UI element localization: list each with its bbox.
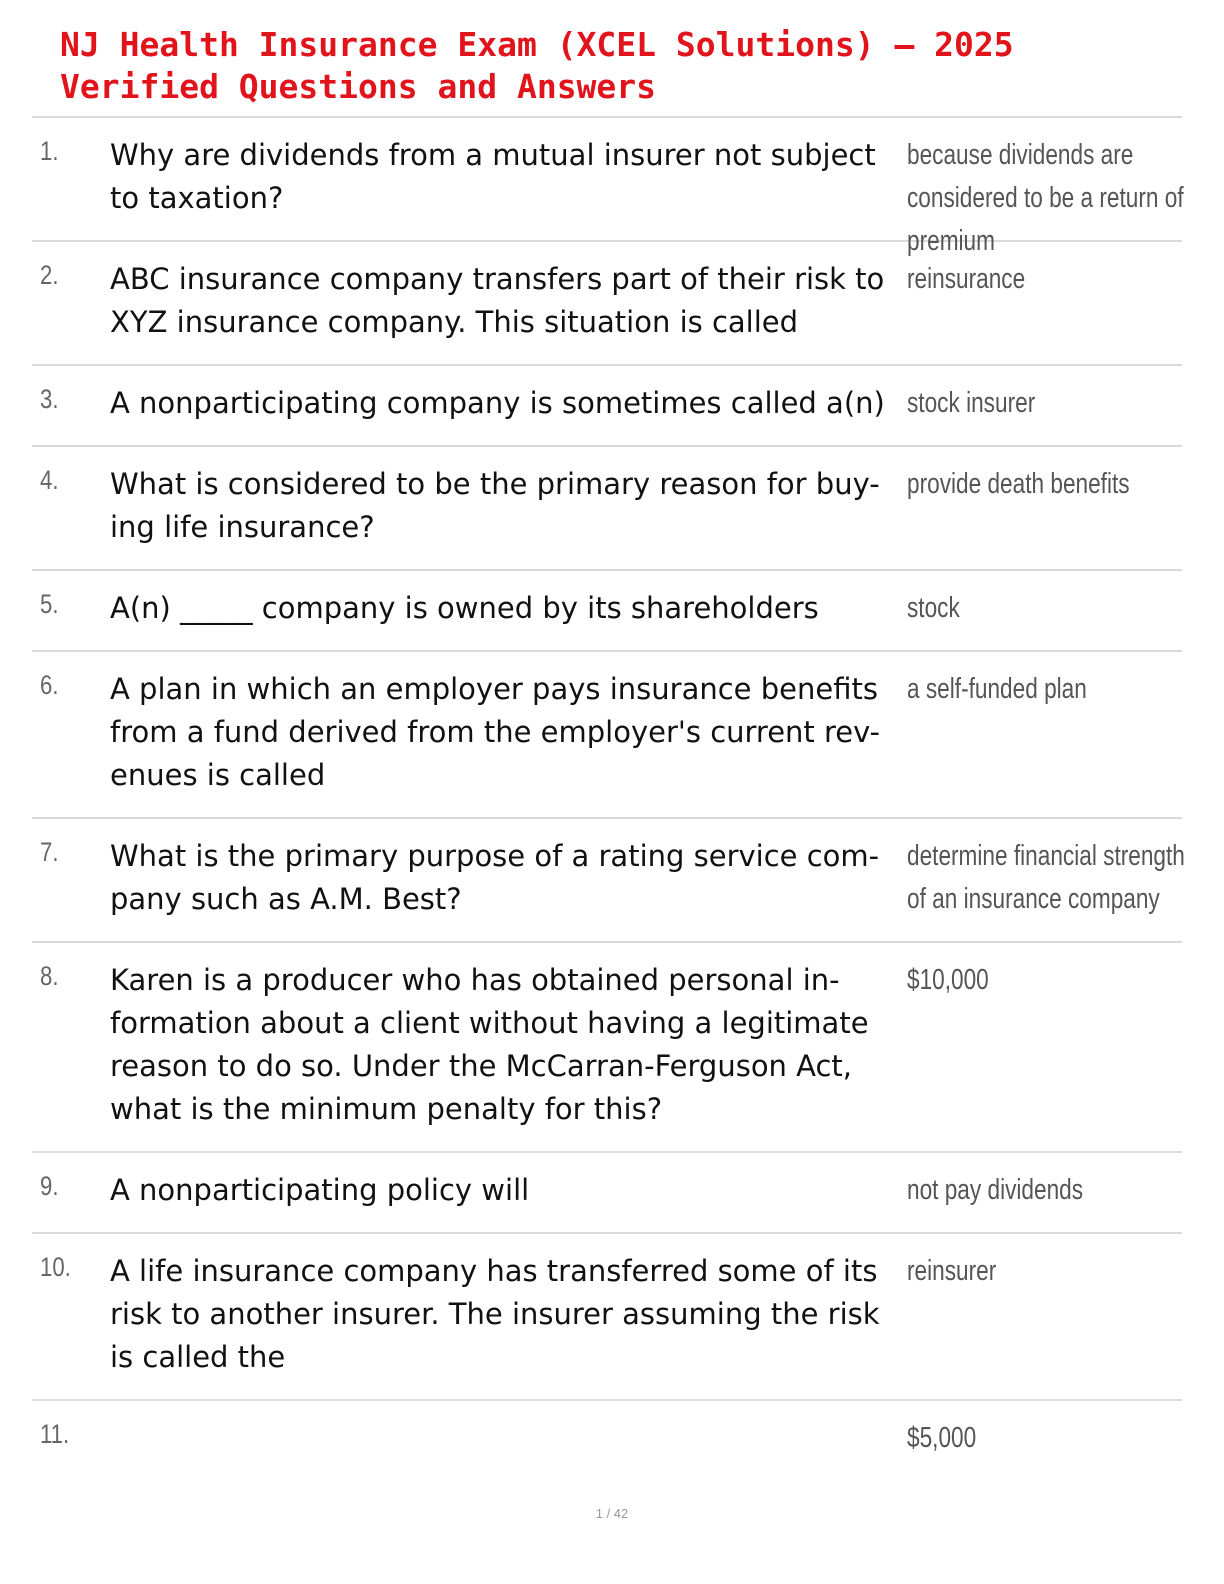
question-text: A life insurance company has transferred some of its risk to another insurer. The insurer assuming the risk is called the (110, 1254, 880, 1374)
answer-text: $10,000 (907, 964, 989, 996)
question-text: What is considered to be the primary reason for buy-ing life insurance? (110, 467, 880, 544)
answer-text: provide death benefits (907, 468, 1130, 500)
qa-row-9 (32, 1153, 1182, 1234)
question-number: 3. (40, 384, 59, 414)
question-text: Why are dividends from a mutual insurer not subject to taxation? (110, 138, 876, 215)
question-number: 5. (40, 589, 59, 619)
question-text: ABC insurance company transfers part of their risk to XYZ insurance company. This situation is called (110, 262, 885, 339)
answer-text: not pay dividends (907, 1174, 1084, 1206)
question-text: What is the primary purpose of a rating service com-pany such as A.M. Best? (110, 839, 880, 916)
qa-table (32, 116, 1185, 1480)
question-text (110, 1417, 900, 1460)
qa-row-1 (32, 118, 1184, 257)
title-line-1: NJ Health Insurance Exam (XCEL Solutions) – 2025 (60, 25, 1014, 64)
answer-text: stock insurer (907, 387, 1036, 419)
qa-row-5 (32, 571, 1182, 652)
qa-row-10 (32, 1234, 1182, 1401)
answer-text: stock (907, 592, 960, 624)
question-text: A plan in which an employer pays insurance benefits from a fund derived from the employer's current rev-enues is called (110, 672, 881, 792)
answer-text: reinsurer (907, 1255, 997, 1287)
question-number: 10. (40, 1252, 71, 1282)
page-indicator: 1 / 42 (595, 1506, 629, 1521)
question-text: A(n) _____ company is owned by its shareholders (110, 591, 819, 625)
question-number: 4. (40, 465, 59, 495)
question-number: 6. (40, 670, 59, 700)
answer-text: $5,000 (907, 1422, 977, 1454)
qa-row-6 (32, 652, 1182, 819)
question-number: 2. (40, 260, 59, 290)
question-text: A nonparticipating policy will (110, 1173, 530, 1207)
qa-row-4 (32, 447, 1182, 571)
question-number: 8. (40, 961, 59, 991)
qa-row-8 (32, 943, 1182, 1153)
title-line-2: Verified Questions and Answers (60, 67, 657, 106)
answer-text: because dividends are considered to be a return of premium (907, 139, 1184, 257)
answer-text: reinsurance (907, 263, 1026, 295)
question-number: 9. (40, 1171, 59, 1201)
qa-row-2 (32, 242, 1182, 366)
qa-row-11 (32, 1401, 1182, 1480)
document-title (60, 24, 1180, 108)
question-text: Karen is a producer who has obtained personal in-formation about a client without having a legitimate reason to do so. Under the McCarran-Ferguson Act, what is the minimum penalty for this? (110, 963, 869, 1126)
qa-row-3 (32, 366, 1182, 447)
question-number: 7. (40, 837, 59, 867)
question-text: A nonparticipating company is sometimes called a(n) (110, 386, 885, 420)
qa-row-7 (32, 819, 1185, 943)
answer-text: determine financial strength of an insurance company (907, 840, 1185, 915)
answer-text: a self-funded plan (907, 673, 1087, 705)
question-number: 1. (40, 136, 59, 166)
question-number: 11. (40, 1419, 70, 1449)
